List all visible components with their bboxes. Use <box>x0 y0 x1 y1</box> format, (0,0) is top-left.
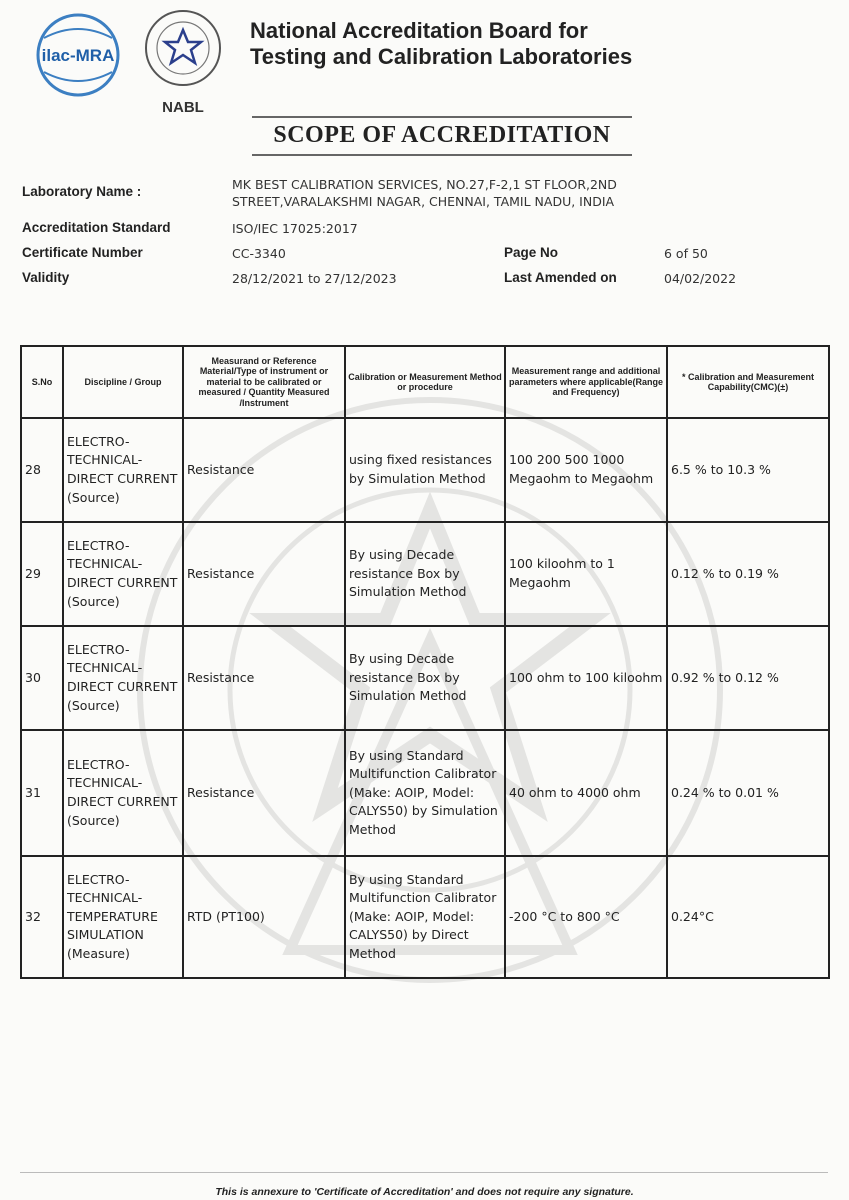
cell-range: 100 kiloohm to 1 Megaohm <box>505 522 667 626</box>
cell-measurand: RTD (PT100) <box>183 856 345 978</box>
certificate-number-label: Certificate Number <box>22 245 143 260</box>
cell-measurand: Resistance <box>183 418 345 522</box>
table-row <box>21 626 829 730</box>
page-number-label: Page No <box>504 245 559 260</box>
cell-cmc: 6.5 % to 10.3 % <box>667 418 829 522</box>
footer-note: This is annexure to 'Certificate of Accreditation' and does not require any signature. <box>215 1186 634 1198</box>
last-amended-label: Last Amended on <box>504 270 617 285</box>
cell-method: using fixed resistances by Simulation Method <box>345 418 505 522</box>
table-row <box>21 856 829 978</box>
page-number-value: 6 of 50 <box>664 246 708 261</box>
accreditation-standard-label: Accreditation Standard <box>22 220 171 235</box>
cell-discipline: ELECTRO-TECHNICAL-DIRECT CURRENT (Source) <box>63 626 183 730</box>
cell-discipline: ELECTRO-TECHNICAL-DIRECT CURRENT (Source) <box>63 522 183 626</box>
validity-label: Validity <box>22 270 70 285</box>
last-amended-value: 04/02/2022 <box>664 271 737 286</box>
table-header-row <box>21 346 829 418</box>
cell-discipline: ELECTRO-TECHNICAL-DIRECT CURRENT (Source) <box>63 418 183 522</box>
cell-method: By using Decade resistance Box by Simulation Method <box>345 626 505 730</box>
cell-discipline: ELECTRO-TECHNICAL-TEMPERATURE SIMULATION (Measure) <box>63 856 183 978</box>
cell-method: By using Decade resistance Box by Simulation Method <box>345 522 505 626</box>
cell-cmc: 0.24°C <box>667 856 829 978</box>
column-header-range: Measurement range and additional parameters where applicable(Range and Frequency) <box>505 346 667 418</box>
cell-range: 40 ohm to 4000 ohm <box>505 730 667 856</box>
cell-sno: 30 <box>21 626 63 730</box>
scope-table <box>20 345 830 979</box>
cell-range: 100 200 500 1000 Megaohm to Megaohm <box>505 418 667 522</box>
cell-measurand: Resistance <box>183 626 345 730</box>
table-row <box>21 418 829 522</box>
accreditation-standard-value: ISO/IEC 17025:2017 <box>232 221 358 236</box>
cell-sno: 29 <box>21 522 63 626</box>
org-name-line-1: National Accreditation Board for <box>250 18 588 43</box>
cell-measurand: Resistance <box>183 730 345 856</box>
cell-range: -200 °C to 800 °C <box>505 856 667 978</box>
org-name-line-2: Testing and Calibration Laboratories <box>250 44 633 69</box>
ilac-mra-logo <box>30 10 126 100</box>
cell-method: By using Standard Multifunction Calibrator (Make: AOIP, Model: CALYS50) by Direct Method <box>345 856 505 978</box>
lab-name-value: MK BEST CALIBRATION SERVICES, NO.27,F-2,1 ST FLOOR,2ND STREET,VARALAKSHMI NAGAR, CHENNAI, TAMIL NADU, INDIA <box>232 177 617 209</box>
cell-sno: 32 <box>21 856 63 978</box>
cell-cmc: 0.12 % to 0.19 % <box>667 522 829 626</box>
cell-sno: 28 <box>21 418 63 522</box>
footer-divider <box>20 1172 828 1173</box>
cell-discipline: ELECTRO-TECHNICAL-DIRECT CURRENT (Source) <box>63 730 183 856</box>
cell-sno: 31 <box>21 730 63 856</box>
nabl-logo <box>140 8 226 120</box>
table-row <box>21 522 829 626</box>
column-header-cmc: * Calibration and Measurement Capability(CMC)(±) <box>667 346 829 418</box>
lab-name-label: Laboratory Name : <box>22 184 142 199</box>
column-header-measurand: Measurand or Reference Material/Type of instrument or material to be calibrated or measured / Quantity Measured /Instrument <box>183 346 345 418</box>
validity-value: 28/12/2021 to 27/12/2023 <box>232 271 397 286</box>
column-header-sno: S.No <box>21 346 63 418</box>
cell-measurand: Resistance <box>183 522 345 626</box>
cell-cmc: 0.92 % to 0.12 % <box>667 626 829 730</box>
organization-name <box>250 18 810 70</box>
nabl-logo-text: NABL <box>162 99 204 116</box>
cell-cmc: 0.24 % to 0.01 % <box>667 730 829 856</box>
certificate-number-value: CC-3340 <box>232 246 286 261</box>
cell-method: By using Standard Multifunction Calibrator (Make: AOIP, Model: CALYS50) by Simulation Method <box>345 730 505 856</box>
column-header-method: Calibration or Measurement Method or procedure <box>345 346 505 418</box>
document-title: SCOPE OF ACCREDITATION <box>252 116 632 156</box>
column-header-discipline: Discipline / Group <box>63 346 183 418</box>
ilac-logo-text: ilac-MRA <box>41 46 115 65</box>
table-row <box>21 730 829 856</box>
cell-range: 100 ohm to 100 kiloohm <box>505 626 667 730</box>
